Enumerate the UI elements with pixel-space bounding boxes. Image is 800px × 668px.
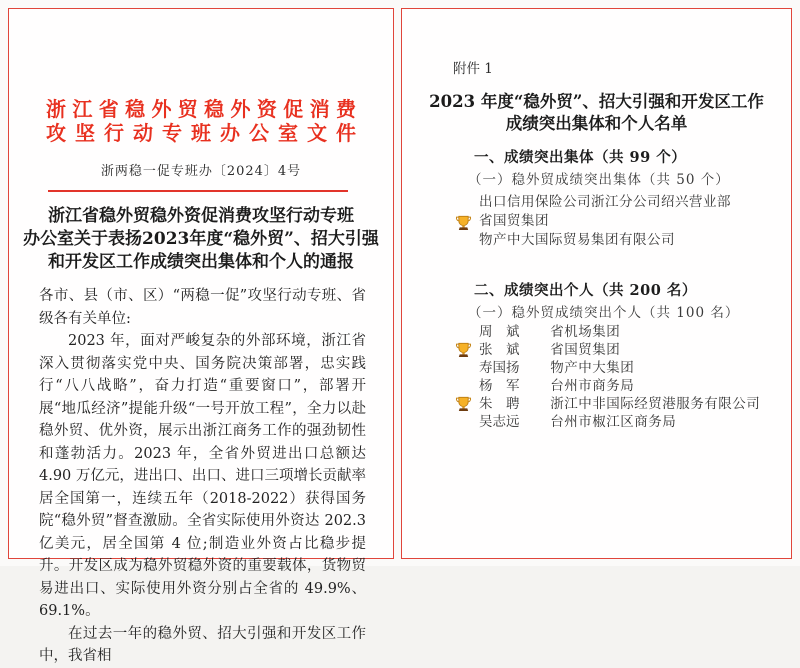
person-org: 台州市椒江区商务局: [550, 414, 677, 430]
trophy-icon: [455, 215, 472, 232]
body-paragraph: 2023 年，面对严峻复杂的外部环境，浙江省深入贯彻落实党中央、国务院决策部署，忠实践行“八八战略”，奋力打造“重要窗口”，部署开展“地瓜经济”提能升级“一号开放工程”，全力以赴稳外贸、优外资，展示出浙江商务工作的强劲韧性和蓬勃活力。2023 年，全省外贸进出口总额达 4.90 万亿元，进出口、出口、进口三项增长贡献率居全国第一，连续五年（2018-2022）获得国务院“稳外贸”督查激励。全省实际使用外资达 202.3 亿美元，居全国第 4 位;制造业外资占比稳步提升。开发区成为稳外贸稳外资的重要载体，货物贸易进出口、实际使用外资分别占全省的 49.9%、69.1%。: [39, 333, 366, 619]
notice-title-line-3: 和开发区工作成绩突出集体和个人的通报: [48, 252, 354, 272]
individuals-list: [479, 323, 760, 431]
list-item: [479, 413, 760, 431]
list-item: [479, 377, 760, 395]
person-org: 省机场集团: [550, 324, 621, 340]
person-name: 寿国扬: [479, 360, 520, 376]
person-org: 浙江中非国际经贸港服务有限公司: [550, 396, 761, 412]
person-org: 物产中大集团: [550, 360, 635, 376]
person-name: 朱 聘: [479, 396, 520, 412]
org-name: 省国贸集团: [479, 213, 549, 229]
person-org: 台州市商务局: [550, 378, 635, 394]
section-collectives-heading: 一、成绩突出集体（共 99 个）: [474, 149, 687, 166]
banner-line-1: 浙 江 省 稳 外 贸 稳 外 资 促 消 费: [46, 97, 356, 121]
section-individuals-subheading: （一）稳外贸成绩突出个人（共 100 名）: [468, 305, 740, 321]
org-name: 物产中大国际贸易集团有限公司: [479, 232, 675, 248]
list-item: [479, 395, 760, 413]
list-item: [479, 323, 760, 341]
notice-title-line-1: 浙江省稳外贸稳外资促消费攻坚行动专班: [48, 206, 354, 226]
list-item: [479, 359, 760, 377]
notice-title: [21, 205, 381, 274]
attachment-title-line-2: 成绩突出集体和个人名单: [505, 114, 688, 133]
list-item: [479, 212, 731, 231]
salutation: 各市、县（市、区）“两稳一促”攻坚行动专班、省级各有关单位:: [39, 288, 366, 327]
red-divider-rule: [48, 190, 348, 192]
section-individuals-heading: 二、成绩突出个人（共 200 名）: [474, 282, 697, 299]
collectives-list: [479, 193, 731, 250]
list-item: [479, 341, 760, 359]
person-org: 省国贸集团: [550, 342, 621, 358]
notice-title-line-2: 办公室关于表扬2023年度“稳外贸”、招大引强: [23, 229, 379, 249]
person-name: 周 斌: [479, 324, 520, 340]
trophy-icon: [455, 342, 472, 359]
section-collectives-subheading: （一）稳外贸成绩突出集体（共 50 个）: [468, 172, 730, 188]
list-item: [479, 231, 731, 250]
page-2: [401, 8, 792, 559]
notice-body: [39, 285, 366, 668]
red-header-banner: [9, 97, 393, 145]
attachment-label: 附件 1: [453, 61, 493, 77]
closing-paragraph: 在过去一年的稳外贸、招大引强和开发区工作中，我省相: [39, 625, 366, 664]
document-number: 浙两稳一促专班办〔2024〕4号: [100, 164, 302, 179]
trophy-icon: [455, 396, 472, 413]
person-name: 吴志远: [479, 414, 520, 430]
attachment-title-line-1: 2023 年度“稳外贸”、招大引强和开发区工作: [429, 92, 764, 111]
org-name: 出口信用保险公司浙江分公司绍兴营业部: [479, 194, 731, 210]
attachment-title: [412, 91, 781, 135]
person-name: 张 斌: [479, 342, 520, 358]
list-item: [479, 193, 731, 212]
banner-line-2: 攻 坚 行 动 专 班 办 公 室 文 件: [46, 121, 356, 145]
page-1: [8, 8, 394, 664]
person-name: 杨 军: [479, 378, 520, 394]
